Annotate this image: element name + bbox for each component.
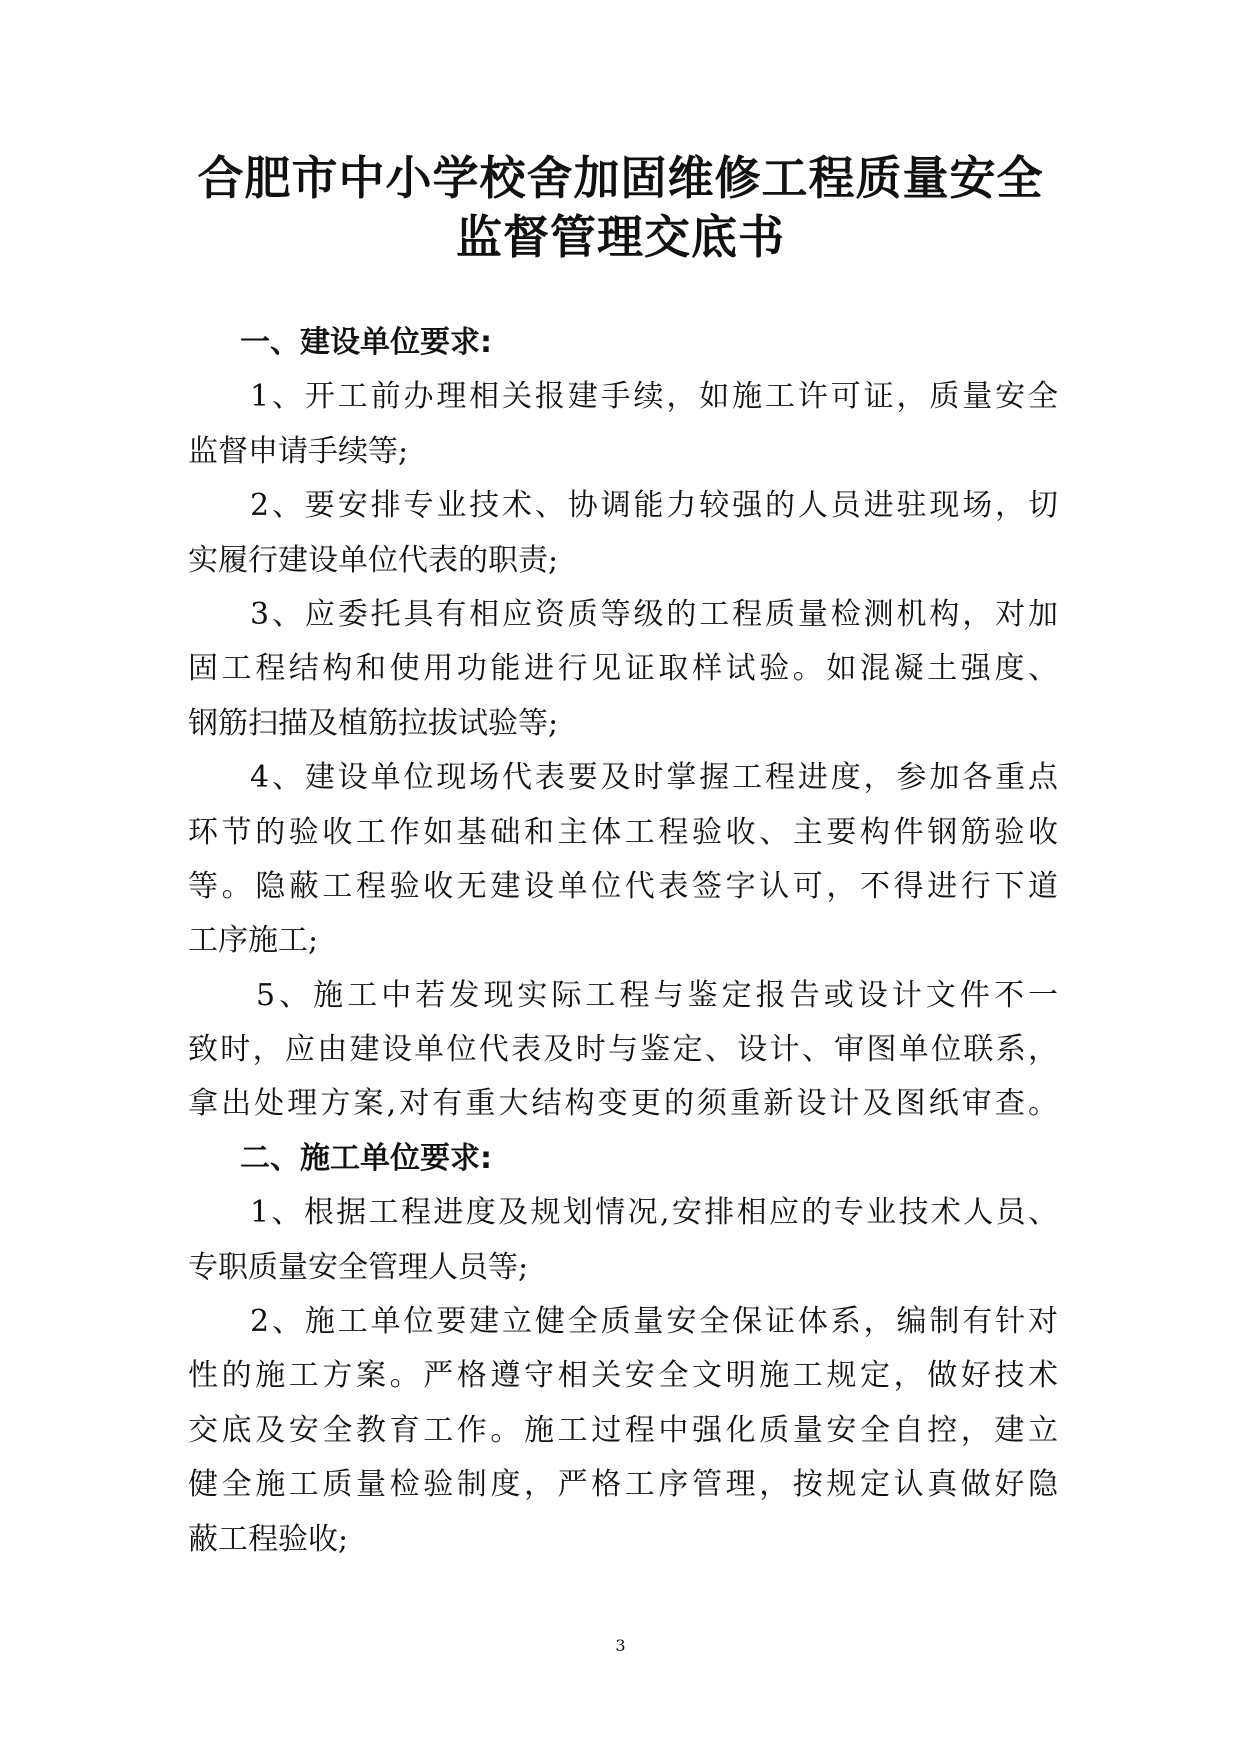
paragraph-line: 4、建设单位现场代表要及时掌握工程进度，参加各重点 [250, 760, 1058, 796]
paragraph-line: 监督申请手续等; [188, 433, 409, 469]
section-heading-construction-unit: 一、建设单位要求: [240, 325, 492, 360]
paragraph-line: 2、要安排专业技术、协调能力较强的人员进驻现场，切 [250, 488, 1058, 524]
paragraph-line: 蔽工程验收; [188, 1521, 349, 1557]
paragraph-line: 拿出处理方案,对有重大结构变更的须重新设计及图纸审查。 [188, 1086, 1058, 1122]
paragraph-line: 5、施工中若发现实际工程与鉴定报告或设计文件不一 [256, 977, 1058, 1013]
paragraph-line: 健全施工质量检验制度，严格工序管理，按规定认真做好隐 [188, 1467, 1058, 1503]
paragraph-line: 工序施工; [188, 923, 319, 959]
document-title-line-1: 合肥市中小学校舍加固维修工程质量安全 [197, 151, 1044, 205]
document-body [188, 316, 1058, 1567]
paragraph-line: 专职质量安全管理人员等; [188, 1249, 529, 1285]
paragraph-line: 2、施工单位要建立健全质量安全保证体系，编制有针对 [250, 1304, 1058, 1340]
paragraph-line: 固工程结构和使用功能进行见证取样试验。如混凝土强度、 [188, 651, 1058, 687]
paragraph-line: 致时，应由建设单位代表及时与鉴定、设计、审图单位联系， [188, 1032, 1058, 1068]
section-heading-construction-contractor: 二、施工单位要求: [240, 1140, 492, 1176]
paragraph-line: 3、应委托具有相应资质等级的工程质量检测机构，对加 [250, 596, 1058, 632]
paragraph-line: 钢筋扫描及植筋拉拔试验等; [188, 705, 559, 741]
document-title-line-2: 监督管理交底书 [456, 210, 785, 264]
paragraph-line: 1、开工前办理相关报建手续，如施工许可证，质量安全 [250, 379, 1058, 415]
paragraph-line: 1、根据工程进度及规划情况,安排相应的专业技术人员、 [250, 1195, 1058, 1231]
paragraph-line: 等。隐蔽工程验收无建设单位代表签字认可，不得进行下道 [188, 868, 1058, 904]
paragraph-line: 实履行建设单位代表的职责; [188, 542, 559, 578]
paragraph-line: 交底及安全教育工作。施工过程中强化质量安全自控，建立 [188, 1412, 1058, 1448]
paragraph-line: 性的施工方案。严格遵守相关安全文明施工规定，做好技术 [188, 1358, 1058, 1394]
page-number: 3 [615, 1636, 626, 1655]
paragraph-line: 环节的验收工作如基础和主体工程验收、主要构件钢筋验收 [188, 814, 1058, 850]
